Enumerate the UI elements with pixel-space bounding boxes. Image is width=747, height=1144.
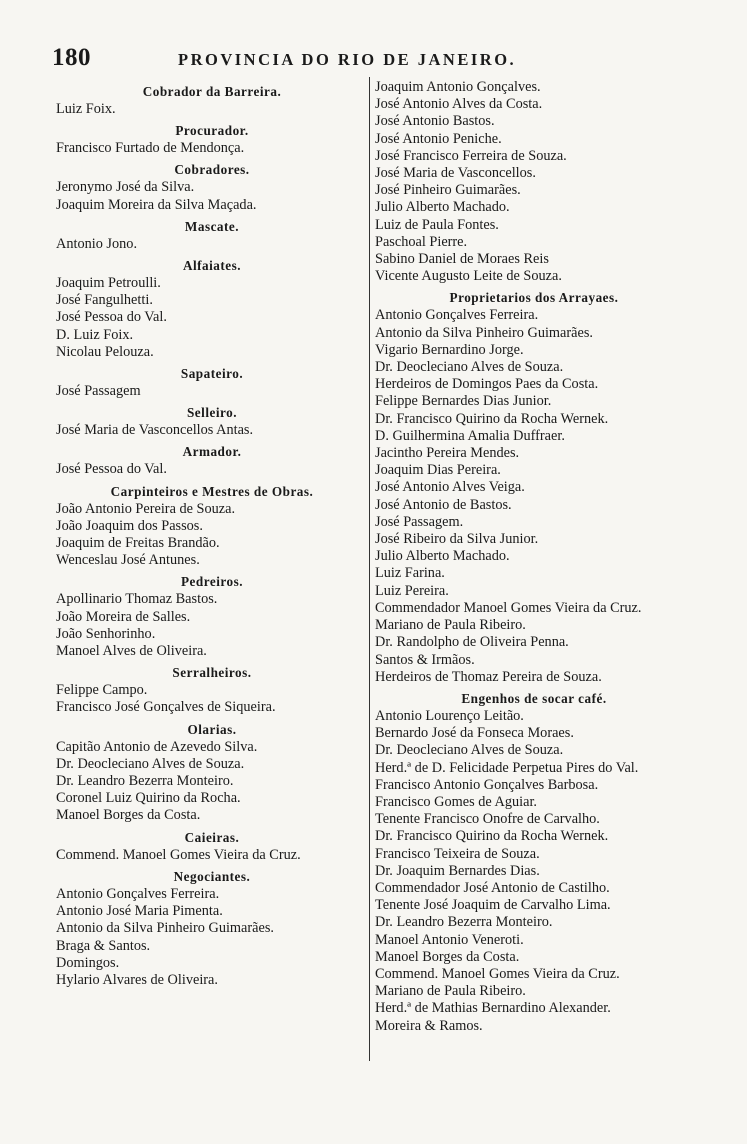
section-heading: Sapateiro. [180,366,244,382]
list-entry: Dr. Francisco Quirino da Rocha Wernek. [375,410,609,427]
list-entry: Francisco José Gonçalves de Siqueira. [56,699,276,716]
list-entry: José Fangulhetti. [56,292,153,309]
section-cobradores [56,160,368,213]
list-entry: Luiz Pereira. [375,582,449,599]
list-entry: D. Guilhermina Amalia Duffraer. [375,427,565,444]
section-heading: Proprietarios dos Arrayaes. [449,290,619,306]
list-entry: José Antonio Alves da Costa. [375,96,543,113]
column-divider [369,77,370,1061]
section-procurador [56,121,368,157]
list-entry: José Passagem. [375,513,464,530]
list-entry: José Antonio de Bastos. [375,496,512,513]
list-entry: Manoel Borges da Costa. [375,948,520,965]
list-entry: José Antonio Bastos. [375,113,495,130]
list-entry: João Senhorinho. [56,625,156,642]
list-entry: Antonio Gonçalves Ferreira. [375,307,539,324]
section-heading: Olarias. [187,721,237,737]
list-entry: Bernardo José da Fonseca Moraes. [375,725,574,742]
list-entry: Mariano de Paula Ribeiro. [375,617,526,634]
list-entry: Paschoal Pierre. [375,233,468,250]
list-entry: Antonio da Silva Pinheiro Guimarães. [375,324,593,341]
list-entry: Braga & Santos. [56,937,151,954]
list-entry: Luiz de Paula Fontes. [375,216,499,233]
list-entry: Sabino Daniel de Moraes Reis [375,251,549,268]
list-entry: Francisco Antonio Gonçalves Barbosa. [375,776,599,793]
list-entry: Manoel Borges da Costa. [56,807,201,824]
list-entry: Nicolau Pelouza. [56,343,154,360]
section-heading: Alfaiates. [182,258,242,274]
list-entry: Herdeiros de Domingos Paes da Costa. [375,376,599,393]
list-entry: José Francisco Ferreira de Souza. [375,147,567,164]
section-heading: Armador. [182,444,242,460]
section-negociantes [56,867,368,989]
list-entry: José Maria de Vasconcellos Antas. [56,422,254,439]
section-olarias [56,720,368,825]
list-entry: Apollinario Thomaz Bastos. [56,591,218,608]
list-entry: Antonio Gonçalves Ferreira. [56,885,220,902]
list-entry: José Pessoa do Val. [56,461,167,478]
list-entry: Manoel Alves de Oliveira. [56,643,207,660]
list-entry: Francisco Furtado de Mendonça. [56,140,245,157]
list-entry: José Ribeiro da Silva Junior. [375,531,539,548]
list-entry: Jeronymo José da Silva. [56,179,195,196]
section-selleiro [56,403,368,439]
list-entry: Wenceslau José Antunes. [56,552,200,569]
list-entry: Jacintho Pereira Mendes. [375,445,520,462]
list-entry: Julio Alberto Machado. [375,548,510,565]
list-entry: Francisco Teixeira de Souza. [375,845,540,862]
list-entry: Felippe Bernardes Dias Junior. [375,393,552,410]
list-entry: Joaquim Moreira da Silva Maçada. [56,196,257,213]
list-entry: Antonio Lourenço Leitão. [375,707,524,724]
section-continued [375,79,693,285]
list-entry: Domingos. [56,954,120,971]
list-entry: Dr. Deocleciano Alves de Souza. [375,742,564,759]
list-entry: Coronel Luiz Quirino da Rocha. [56,790,241,807]
list-entry: Tenente Francisco Onofre de Carvalho. [375,811,600,828]
list-entry: José Passagem [56,383,141,400]
list-entry: Tenente José Joaquim de Carvalho Lima. [375,897,611,914]
section-heading: Negociantes. [173,868,251,884]
list-entry: Manoel Antonio Veneroti. [375,931,524,948]
list-entry: Dr. Leandro Bezerra Monteiro. [56,773,234,790]
section-proprietarios-dos-arrayaes [375,288,693,685]
section-heading: Caieiras. [184,829,240,845]
section-heading: Carpinteiros e Mestres de Obras. [110,483,314,499]
section-sapateiro [56,364,368,400]
list-entry: Commendador José Antonio de Castilho. [375,879,610,896]
list-entry: Capitão Antonio de Azevedo Silva. [56,738,258,755]
list-entry: Vicente Augusto Leite de Souza. [375,268,562,285]
list-entry: João Joaquim dos Passos. [56,517,203,534]
section-heading: Mascate. [184,218,240,234]
list-entry: Dr. Deocleciano Alves de Souza. [375,359,564,376]
section-mascate [56,217,368,253]
section-heading: Cobrador da Barreira. [142,84,282,99]
list-entry: Commend. Manoel Gomes Vieira da Cruz. [375,965,620,982]
list-entry: Francisco Gomes de Aguiar. [375,793,537,810]
section-heading: Engenhos de socar café. [461,690,607,706]
list-entry: Dr. Leandro Bezerra Monteiro. [375,914,553,931]
section-carpinteiros-e-mestres-de-obras [56,482,368,570]
list-entry: Vigario Bernardino Jorge. [375,341,524,358]
list-entry: Antonio da Silva Pinheiro Guimarães. [56,920,274,937]
left-column [56,79,368,991]
section-pedreiros [56,572,368,660]
running-head-title: PROVINCIA DO RIO DE JANEIRO. [178,50,517,69]
list-entry: José Antonio Alves Veiga. [375,479,525,496]
list-entry: Joaquim de Freitas Brandão. [56,535,220,552]
section-heading: Serralheiros. [172,665,252,681]
section-cobrador-da-barreira [56,82,368,118]
list-entry: D. Luiz Foix. [56,326,134,343]
list-entry: Commend. Manoel Gomes Vieira da Cruz. [56,846,301,863]
list-entry: Dr. Deocleciano Alves de Souza. [56,755,245,772]
list-entry: Commendador Manoel Gomes Vieira da Cruz. [375,599,642,616]
list-entry: Luiz Farina. [375,565,445,582]
list-entry: Santos & Irmãos. [375,651,475,668]
list-entry: José Maria de Vasconcellos. [375,165,536,182]
section-engenhos-de-socar-caf [375,689,693,1035]
section-serralheiros [56,663,368,716]
list-entry: Moreira & Ramos. [375,1017,483,1034]
list-entry: Dr. Randolpho de Oliveira Penna. [375,634,569,651]
list-entry: Herd.ª de D. Felicidade Perpetua Pires do Val. [375,759,639,776]
list-entry: Luiz Foix. [56,101,116,117]
list-entry: Joaquim Petroulli. [56,275,161,292]
section-caieiras [56,828,368,864]
list-entry: Julio Alberto Machado. [375,199,510,216]
list-entry: Joaquim Dias Pereira. [375,462,501,479]
section-heading: Selleiro. [186,405,238,421]
list-entry: Mariano de Paula Ribeiro. [375,983,526,1000]
page-number: 180 [52,44,91,71]
right-column [375,79,693,1037]
section-heading: Cobradores. [174,162,250,178]
list-entry: Herdeiros de Thomaz Pereira de Souza. [375,668,602,685]
section-alfaiates [56,256,368,361]
list-entry: Dr. Francisco Quirino da Rocha Wernek. [375,828,609,845]
list-entry: José Pessoa do Val. [56,309,167,326]
list-entry: João Antonio Pereira de Souza. [56,500,236,517]
list-entry: Hylario Alvares de Oliveira. [56,971,218,988]
list-entry: Dr. Joaquim Bernardes Dias. [375,862,540,879]
list-entry: Antonio Jono. [56,235,138,252]
section-heading: Procurador. [175,123,249,139]
list-entry: João Moreira de Salles. [56,608,191,625]
list-entry: José Pinheiro Guimarães. [375,182,521,199]
section-heading: Pedreiros. [180,574,243,590]
list-entry: José Antonio Peniche. [375,130,502,147]
section-armador [56,442,368,478]
list-entry: Joaquim Antonio Gonçalves. [375,79,541,95]
list-entry: Felippe Campo. [56,682,148,699]
list-entry: Herd.ª de Mathias Bernardino Alexander. [375,1000,611,1017]
list-entry: Antonio José Maria Pimenta. [56,903,223,920]
